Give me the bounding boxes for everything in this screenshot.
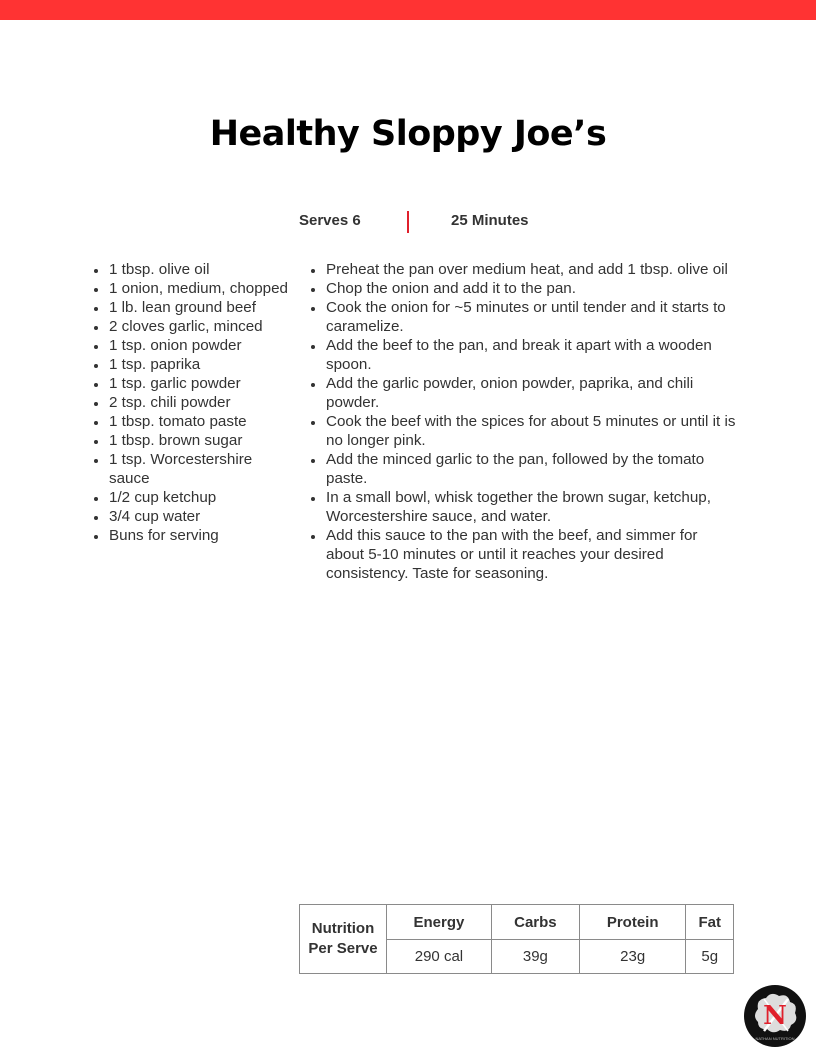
nutrition-value-energy: 290 cal bbox=[387, 940, 492, 974]
instruction-step: Add the garlic powder, onion powder, paprika, and chili powder. bbox=[307, 374, 739, 412]
nutrition-header-protein: Protein bbox=[579, 905, 686, 940]
meta-separator bbox=[407, 211, 409, 233]
instructions-list bbox=[307, 260, 739, 583]
ingredient-item: 1 tsp. paprika bbox=[90, 355, 290, 374]
ingredients-list bbox=[90, 260, 290, 545]
nutrition-header-fat: Fat bbox=[686, 905, 734, 940]
ingredient-item: 3/4 cup water bbox=[90, 507, 290, 526]
nutrition-header-energy: Energy bbox=[387, 905, 492, 940]
ingredient-item: 1 tsp. garlic powder bbox=[90, 374, 290, 393]
instruction-step: Add the minced garlic to the pan, followed by the tomato paste. bbox=[307, 450, 739, 488]
ingredient-item: 2 tsp. chili powder bbox=[90, 393, 290, 412]
cook-time: 25 Minutes bbox=[451, 212, 529, 229]
ingredient-item: 1 lb. lean ground beef bbox=[90, 298, 290, 317]
instruction-step: Cook the onion for ~5 minutes or until tender and it starts to caramelize. bbox=[307, 298, 739, 336]
ingredient-item: Buns for serving bbox=[90, 526, 290, 545]
nutrition-value-fat: 5g bbox=[686, 940, 734, 974]
serves-count: Serves 6 bbox=[299, 212, 361, 229]
instruction-step: Preheat the pan over medium heat, and add 1 tbsp. olive oil bbox=[307, 260, 739, 279]
logo-letter: N bbox=[763, 1001, 787, 1031]
brand-logo bbox=[744, 985, 806, 1047]
nutrition-header-carbs: Carbs bbox=[491, 905, 579, 940]
ingredient-item: 1 tsp. onion powder bbox=[90, 336, 290, 355]
instruction-step: Cook the beef with the spices for about 5 minutes or until it is no longer pink. bbox=[307, 412, 739, 450]
logo-graphic bbox=[744, 985, 806, 1047]
nutrition-value-protein: 23g bbox=[579, 940, 686, 974]
ingredient-item: 1 tbsp. tomato paste bbox=[90, 412, 290, 431]
instruction-step: Add the beef to the pan, and break it apart with a wooden spoon. bbox=[307, 336, 739, 374]
instruction-step: Add this sauce to the pan with the beef, and simmer for about 5-10 minutes or until it reaches your desired consistency. Taste for seasoning. bbox=[307, 526, 739, 583]
top-accent-bar bbox=[0, 0, 816, 20]
nutrition-value-carbs: 39g bbox=[491, 940, 579, 974]
instruction-step: In a small bowl, whisk together the brown sugar, ketchup, Worcestershire sauce, and water. bbox=[307, 488, 739, 526]
ingredient-item: 1 tbsp. olive oil bbox=[90, 260, 290, 279]
ingredient-item: 1 onion, medium, chopped bbox=[90, 279, 290, 298]
nutrition-table bbox=[299, 904, 734, 974]
ingredient-item: 2 cloves garlic, minced bbox=[90, 317, 290, 336]
recipe-title: Healthy Sloppy Joe’s bbox=[209, 114, 607, 154]
ingredient-item: 1/2 cup ketchup bbox=[90, 488, 290, 507]
ingredient-item: 1 tbsp. brown sugar bbox=[90, 431, 290, 450]
ingredient-item: 1 tsp. Worcestershire sauce bbox=[90, 450, 290, 488]
instruction-step: Chop the onion and add it to the pan. bbox=[307, 279, 739, 298]
logo-caption: NATHAN NUTRITION bbox=[755, 1036, 795, 1041]
nutrition-label: Nutrition Per Serve bbox=[300, 905, 387, 974]
